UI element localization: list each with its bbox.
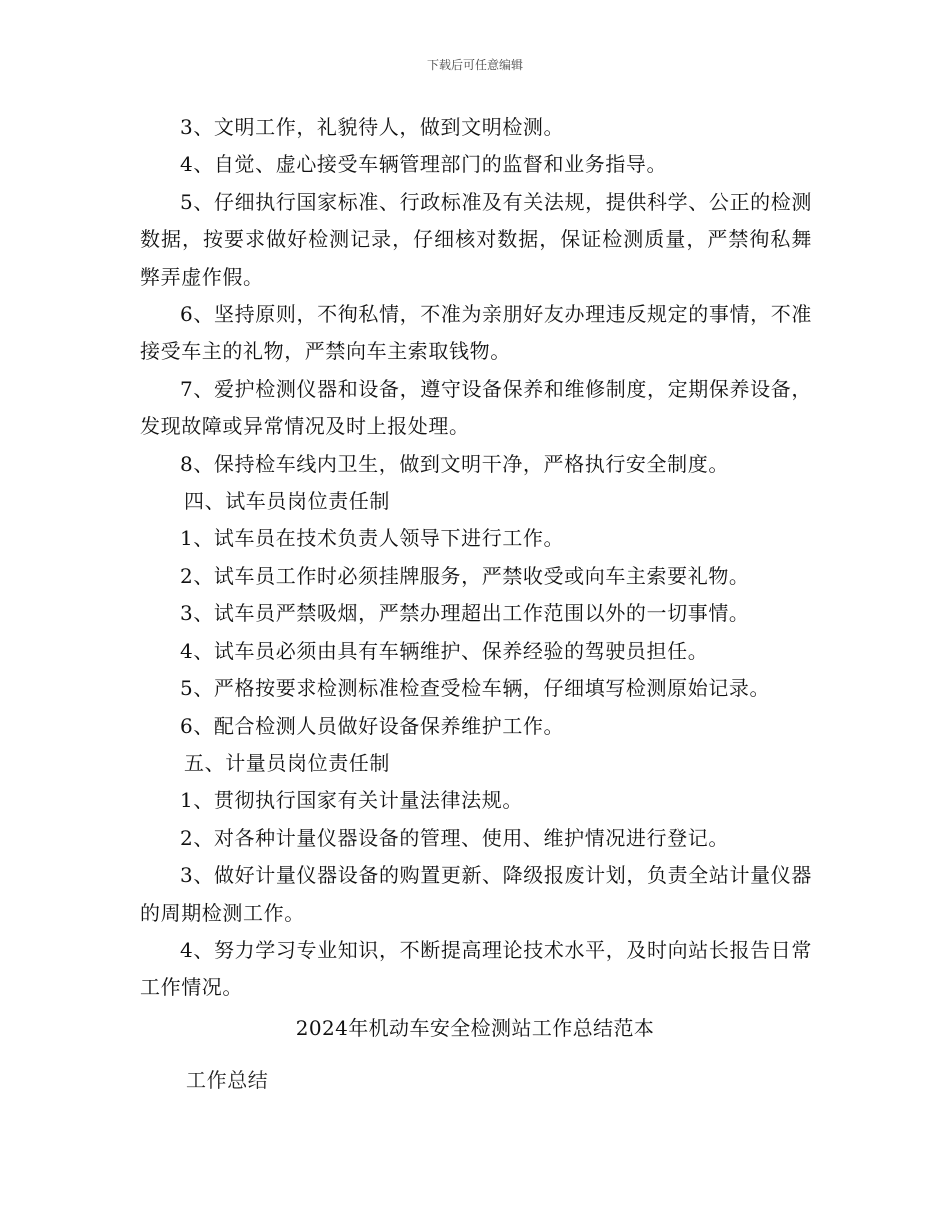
paragraph-4: 4、自觉、虚心接受车辆管理部门的监督和业务指导。 (180, 152, 668, 177)
list-item: 5、严格按要求检测标准检查受检车辆，仔细填写检测原始记录。 (180, 676, 771, 701)
list-item: 4、试车员必须由具有车辆维护、保养经验的驾驶员担任。 (180, 638, 709, 663)
list-item: 3、做好计量仪器设备的购置更新、降级报废计划，负责全站计量仪器的周期检测工作。 (140, 863, 812, 925)
paragraph-6: 6、坚持原则，不徇私情，不准为亲朋好友办理违反规定的事情，不准接受车主的礼物，严禁向车主索取钱物。 (140, 302, 812, 364)
list-item: 3、试车员严禁吸烟，严禁办理超出工作范围以外的一切事情。 (180, 601, 750, 626)
paragraph-5: 5、仔细执行国家标准、行政标准及有关法规，提供科学、公正的检测数据，按要求做好检测记录，仔细核对数据，保证检测质量，严禁徇私舞弊弄虚作假。 (140, 189, 812, 289)
document-body (140, 109, 812, 1007)
list-item: 2、对各种计量仪器设备的管理、使用、维护情况进行登记。 (180, 825, 729, 850)
section-heading-test-driver: 四、试车员岗位责任制 (184, 489, 390, 514)
document-subheading: 工作总结 (186, 1068, 269, 1092)
list-item: 1、贯彻执行国家有关计量法律法规。 (180, 788, 523, 813)
list-item: 6、配合检测人员做好设备保养维护工作。 (180, 713, 565, 738)
header-note: 下载后可任意编辑 (426, 58, 523, 72)
list-item: 4、努力学习专业知识，不断提高理论技术水平，及时向站长报告日常工作情况。 (140, 937, 812, 1000)
paragraph-3: 3、文明工作，礼貌待人，做到文明检测。 (180, 115, 565, 139)
paragraph-8: 8、保持检车线内卫生，做到文明干净，严格执行安全制度。 (180, 451, 729, 476)
document-title: 2024年机动车安全检测站工作总结范本 (295, 1016, 655, 1040)
paragraph-7: 7、爱护检测仪器和设备，遵守设备保养和维修制度，定期保养设备，发现故障或异常情况及时上报处理。 (140, 376, 812, 439)
section-heading-metrology: 五、计量员岗位责任制 (184, 750, 390, 775)
list-item: 1、试车员在技术负责人领导下进行工作。 (180, 526, 565, 551)
list-item: 2、试车员工作时必须挂牌服务，严禁收受或向车主索要礼物。 (180, 563, 750, 588)
